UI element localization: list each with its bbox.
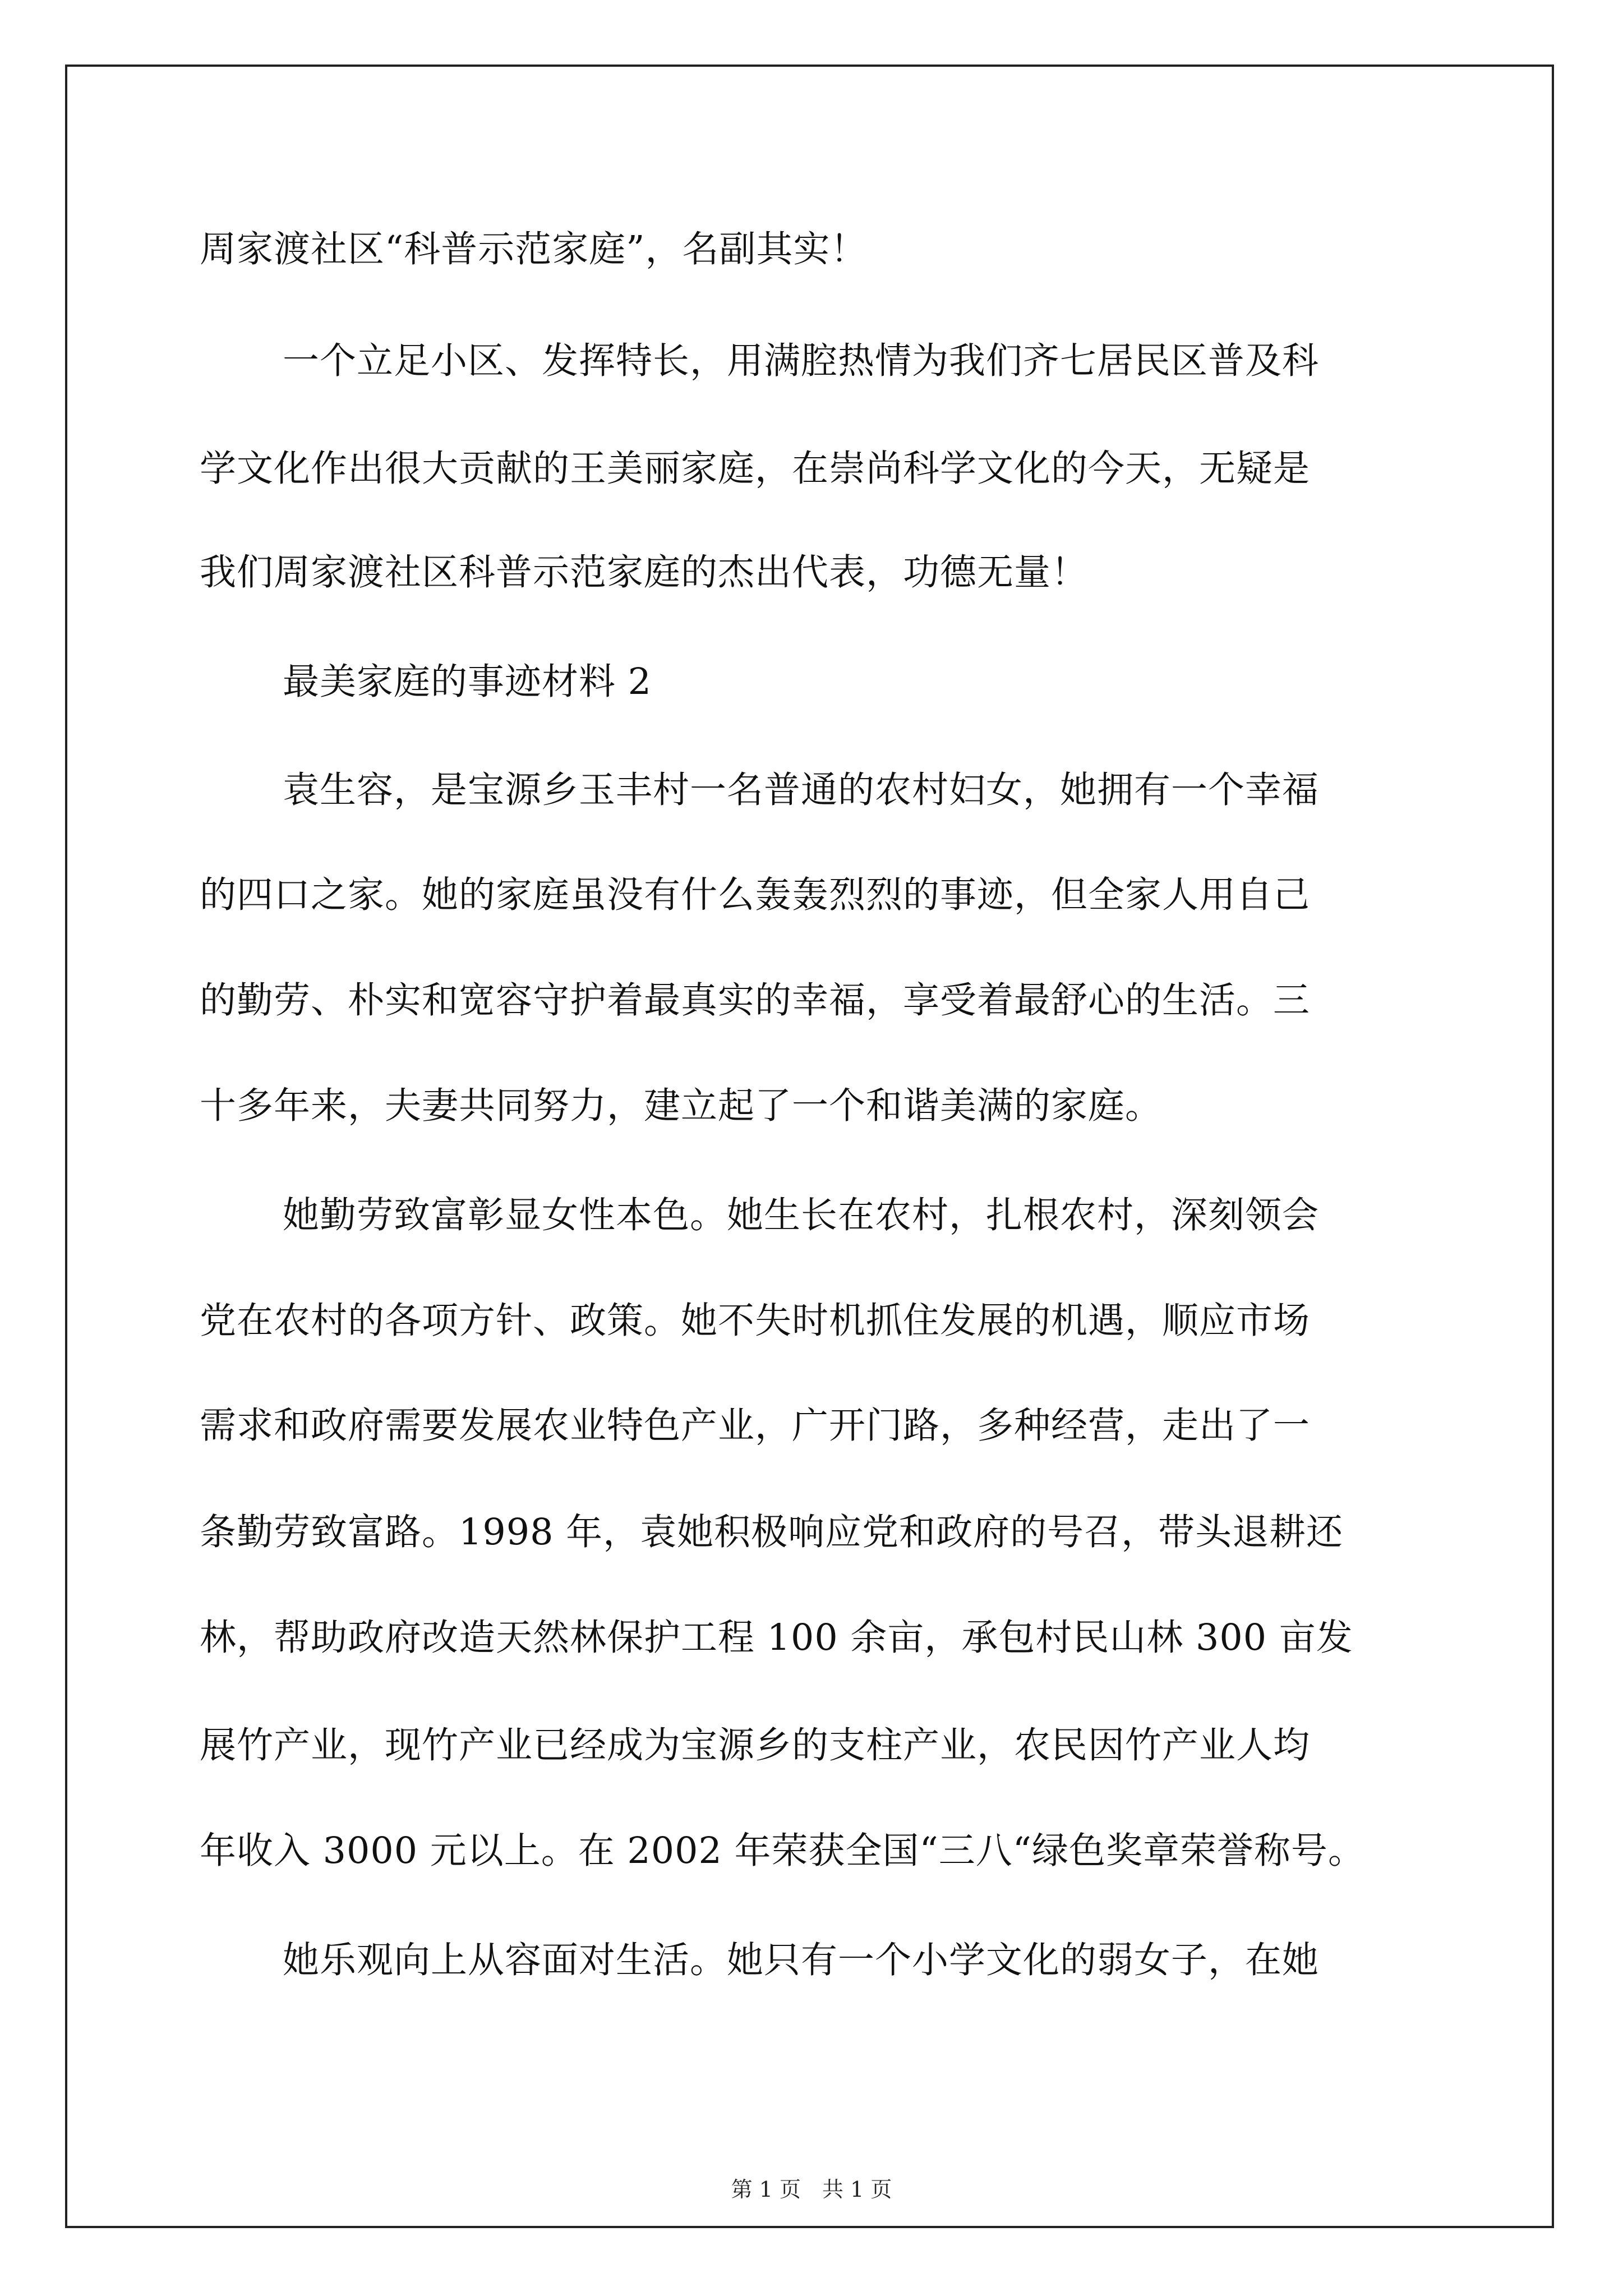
paragraph-line: 年收入 3000 元以上。在 2002 年荣获全国“三八“绿色奖章荣誉称号。 [200, 1830, 1365, 1872]
paragraph-line: 一个立足小区、发挥特长，用满腔热情为我们齐七居民区普及科 [283, 340, 1320, 382]
paragraph-line: 她乐观向上从容面对生活。她只有一个小学文化的弱女子，在她 [283, 1939, 1320, 1981]
section-heading: 最美家庭的事迹材料 2 [283, 661, 652, 703]
paragraph-line: 需求和政府需要发展农业特色产业，广开门路，多种经营，走出了一 [200, 1405, 1311, 1447]
paragraph-line: 党在农村的各项方针、政策。她不失时机抓住发展的机遇，顺应市场 [200, 1300, 1311, 1342]
paragraph-line: 我们周家渡社区科普示范家庭的杰出代表，功德无量！ [200, 551, 1089, 593]
paragraph-line: 她勤劳致富彰显女性本色。她生长在农村，扎根农村，深刻领会 [283, 1194, 1320, 1236]
paragraph-line: 的四口之家。她的家庭虽没有什么轰轰烈烈的事迹，但全家人用自己 [200, 874, 1311, 916]
paragraph-line: 学文化作出很大贡献的王美丽家庭，在崇尚科学文化的今天，无疑是 [200, 448, 1311, 490]
paragraph-line: 周家渡社区“科普示范家庭”，名副其实！ [200, 228, 868, 270]
paragraph-line: 十多年来，夫妻共同努力，建立起了一个和谐美满的家庭。 [200, 1085, 1163, 1127]
paragraph-line: 条勤劳致富路。1998 年，袁她积极响应党和政府的号召，带头退耕还 [200, 1511, 1344, 1553]
paragraph-line: 袁生容，是宝源乡玉丰村一名普通的农村妇女，她拥有一个幸福 [283, 769, 1320, 811]
paragraph-line: 展竹产业，现竹产业已经成为宝源乡的支柱产业，农民因竹产业人均 [200, 1724, 1311, 1766]
page-number-footer: 第 1 页 共 1 页 [731, 2177, 892, 2202]
paragraph-line: 的勤劳、朴实和宽容守护着最真实的幸福，享受着最舒心的生活。三 [200, 979, 1311, 1022]
paragraph-line: 林，帮助政府改造天然林保护工程 100 余亩，承包村民山林 300 亩发 [200, 1617, 1353, 1659]
page-border [65, 65, 1554, 2228]
